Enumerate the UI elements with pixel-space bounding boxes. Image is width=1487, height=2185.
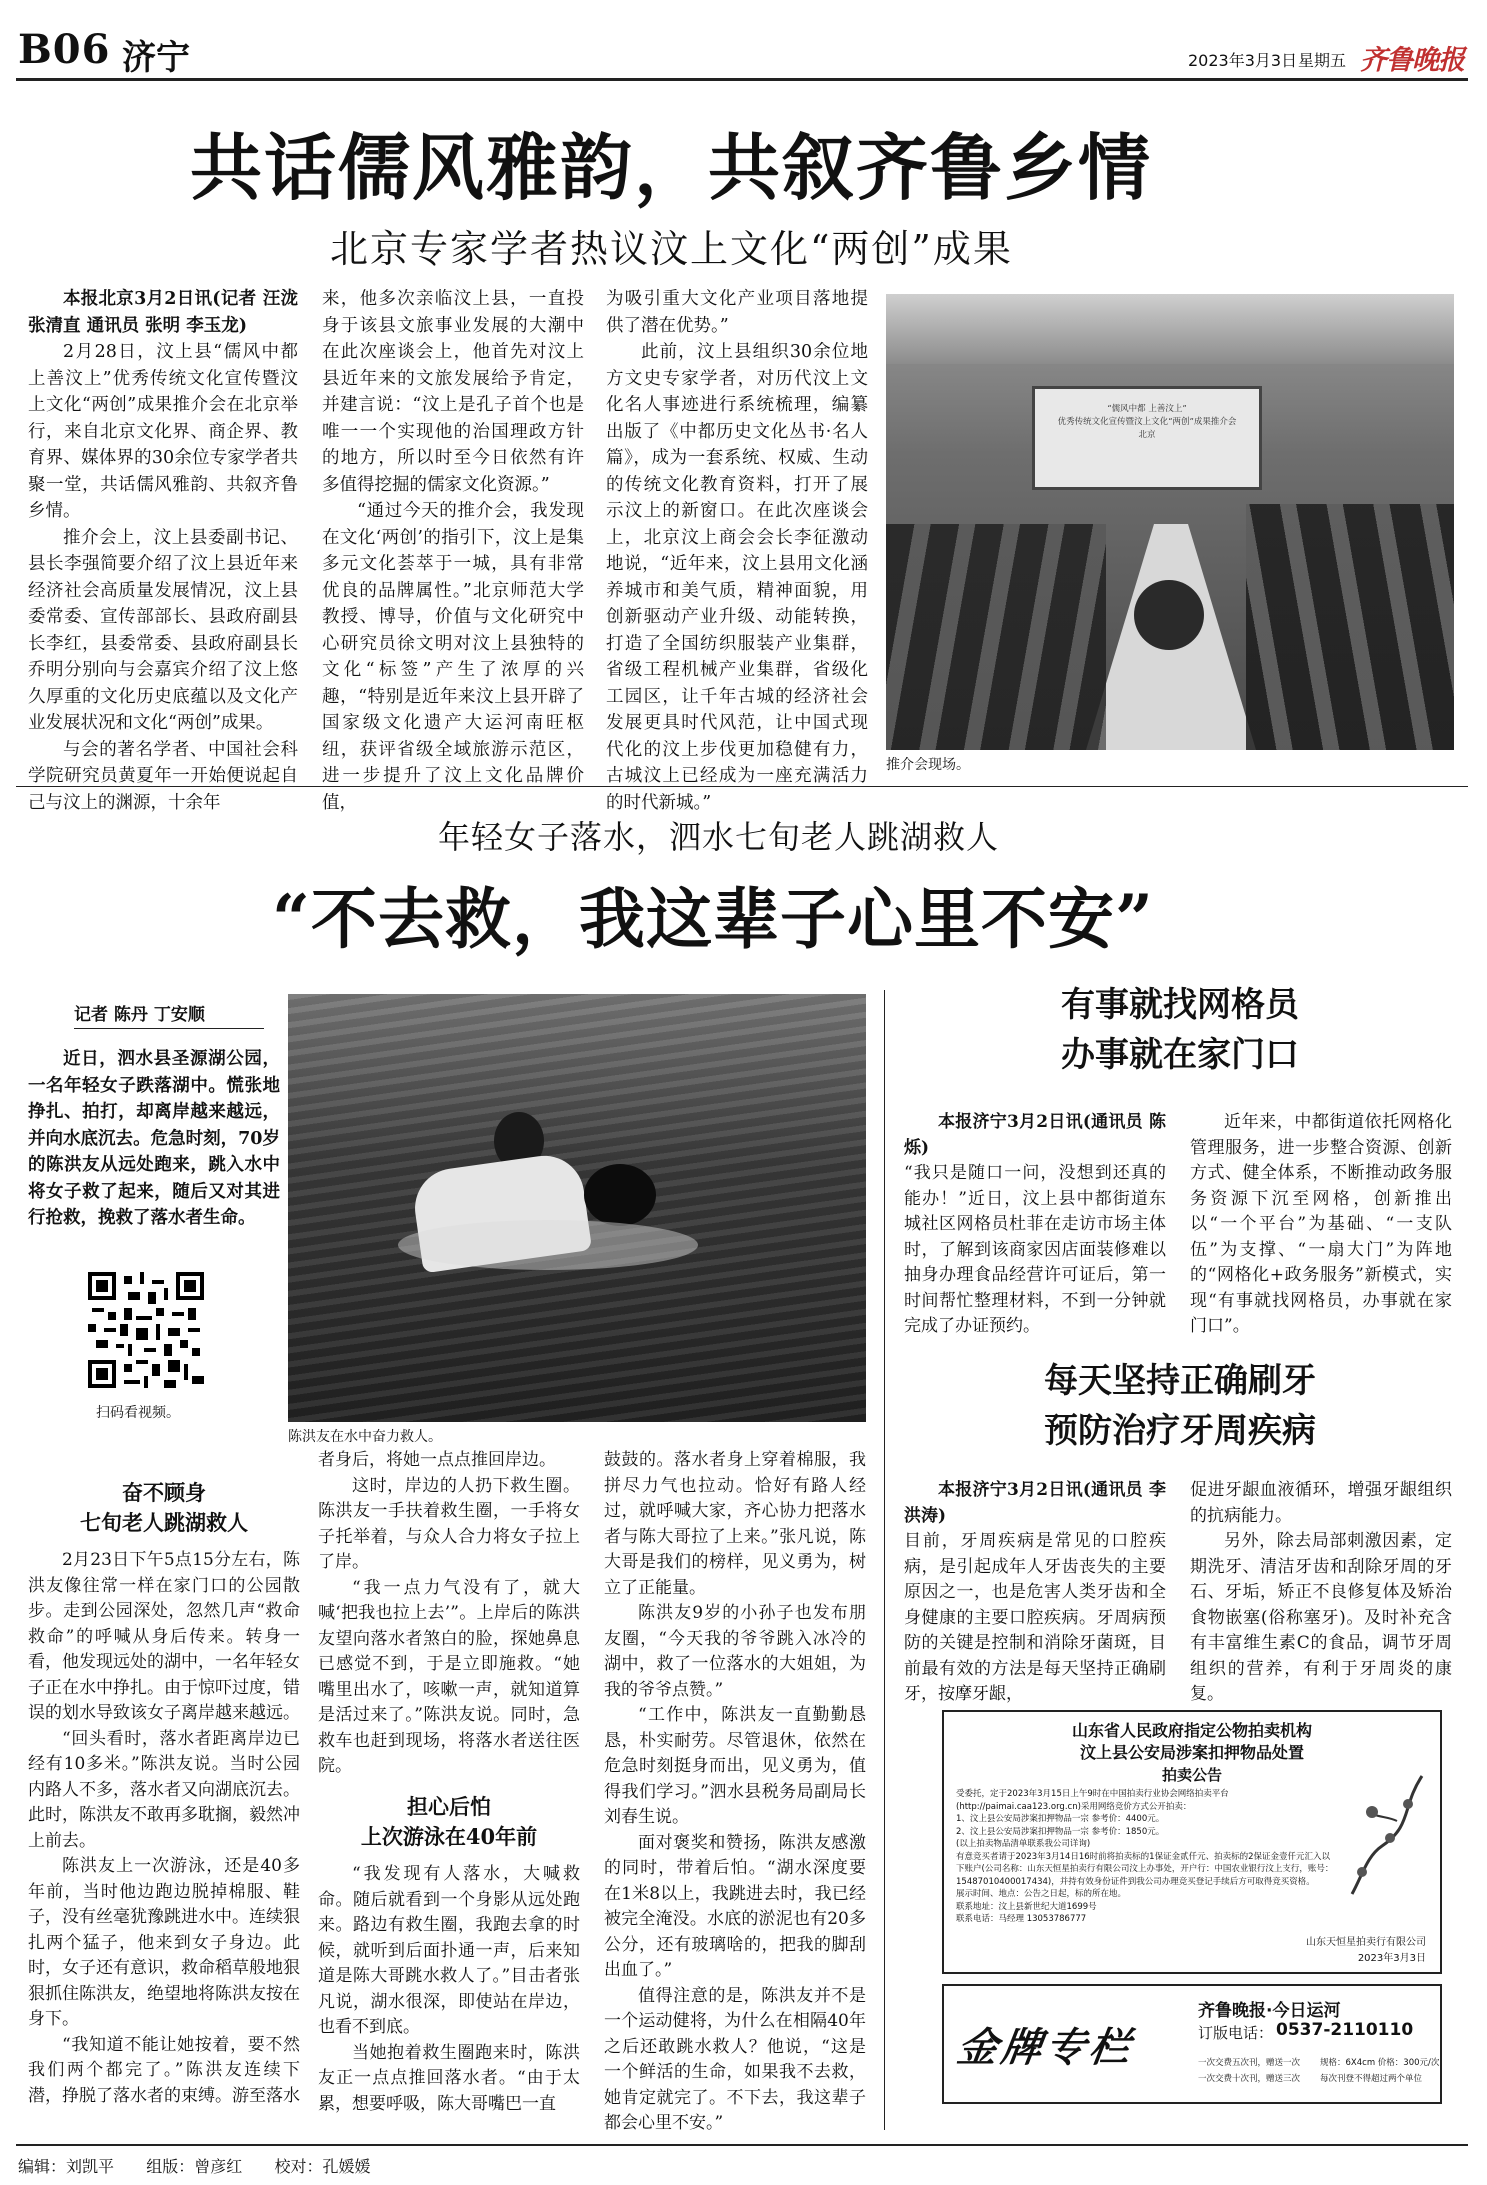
footer-rule — [16, 2144, 1468, 2146]
article2-paragraph: “我一点力气没有了，就大喊‘把我也拉上去’”。上岸后的陈洪友望向落水者煞白的脸，探她鼻息已感觉不到，于是立即施救。“她嘴里出水了，咳嗽一声，就知道算是活过来了。”陈洪友说。同时，急救车也赶到现场，将落水者送往医院。 — [318, 1577, 580, 1776]
article2-headline: “不去救，我这辈子心里不安” — [272, 880, 1154, 958]
article2-lead-text: 近日，泗水县圣源湖公园，一名年轻女子跌落湖中。慌张地挣扎、拍打，却离岸越来越远，并向水底沉去。危急时刻，70岁的陈洪友从远处跑来，跳入水中将女子救了起来，随后又对其进行抢救，挽救了落水者生命。 — [28, 1049, 280, 1228]
article4-paragraph: 另外，除去局部刺激因素，定期洗牙、清洁牙齿和刮除牙周的牙石、牙垢，矫正不良修复体及矫治食物嵌塞(俗称塞牙)。及时补充含有丰富维生素C的食品，调节牙周组织的营养，有利于牙周炎的康复。 — [1190, 1531, 1452, 1704]
article2-column-2a — [318, 1448, 580, 1788]
masthead-rule — [16, 78, 1468, 81]
gold-phone: 0537-2110110 — [1276, 2020, 1414, 2040]
article1-paragraph: “通过今天的推介会，我发现在文化‘两创’的指引下，汶上是集多元文化荟萃于一城，具有非常优良的品牌属性。”北京师范大学教授、博导，价值与文化研究中心研究员徐文明对汶上县独特的文化“标签”产生了浓厚的兴趣，“特别是近年来汶上县开辟了国家级文化遗产大运河南旺枢纽，获评省级全域旅游示范区，进一步提升了汶上文化品牌价值， — [322, 501, 584, 813]
article1-subheadline: 北京专家学者热议汶上文化“两创”成果 — [330, 227, 1013, 271]
article4-column-2 — [1190, 1478, 1452, 1704]
meeting-flowers — [1134, 580, 1204, 650]
article2-paragraph: 值得注意的是，陈洪友并不是一个运动健将，为什么在相隔40年之后还敢跳水救人？他说，“这是一个鲜活的生命，如果我不去救，她肯定就完了。不下去，我这辈子都会心里不安。” — [604, 1985, 866, 2133]
plum-blossom-icon — [1342, 1776, 1432, 1896]
proof-label: 校对： — [274, 2157, 323, 2176]
article1-column-2 — [322, 286, 584, 826]
gold-note-right-2: 每次刊登不得超过两个单位 — [1320, 2074, 1423, 2084]
editor-name: 刘凯平 — [66, 2157, 115, 2176]
article2-byline: 记者 陈丹 丁安顺 — [74, 1005, 205, 1025]
auction-sign-date: 2023年3月3日 — [1357, 1953, 1426, 1964]
footer-credits — [18, 2154, 370, 2177]
auction-title-2: 汶上县公安局涉案扣押物品处置 — [1079, 1743, 1304, 1762]
article3-column-1 — [904, 1110, 1166, 1350]
article4-headline-line-2: 预防治疗牙周疾病 — [1044, 1411, 1316, 1451]
article2-subhead-2 — [318, 1792, 580, 1852]
subhead-2-line-2: 上次游泳在40年前 — [360, 1824, 538, 1849]
gold-note-left-2: 一次交费十次刊，赠送三次 — [1198, 2074, 1301, 2084]
article1-paragraph: 为吸引重大文化产业项目落地提供了潜在优势。” — [606, 289, 868, 336]
subhead-1-line-1: 奋不顾身 — [122, 1480, 206, 1505]
article1-byline: 本报北京3月2日讯(记者 汪泷 张清直 通讯员 张明 李玉龙) — [28, 289, 298, 336]
meeting-photo — [886, 294, 1454, 750]
gold-logo: 金牌专栏 — [954, 2024, 1137, 2071]
victim-head — [584, 1164, 656, 1226]
article3-headline-line-1: 有事就找网格员 — [1061, 985, 1299, 1025]
article4-headline — [900, 1356, 1460, 1456]
article1-column-3 — [606, 286, 868, 826]
article2-paragraph: 者身后，将她一点点推回岸边。 — [318, 1450, 556, 1470]
article2-column-2b — [318, 1862, 580, 2124]
auction-body-line: 联系地址：汶上县新世纪大道1699号 — [956, 1901, 1097, 1912]
issue-date: 2023年3月3日 — [1188, 51, 1298, 70]
auction-body-line: 受委托，定于2023年3月15日上午9时在中国拍卖行业协会网络拍卖平台(http://paimai.caa123.org.cn)采用网络竞价方式公开拍卖： — [956, 1789, 1229, 1812]
meeting-screen-text: “儒风中都 上善汶上” 优秀传统文化宣传暨汶上文化“两创”成果推介会 北京 — [1057, 404, 1237, 440]
meeting-screen — [1032, 386, 1262, 490]
rescue-photo — [288, 994, 866, 1422]
article1-paragraph: 推介会上，汶上县委副书记、县长李强简要介绍了汶上县近年来经济社会高质量发展情况，汶上县委常委、宣传部部长、县政府副县长李红，县委常委、县政府副县长乔明分别向与会嘉宾介绍了汶上悠久厚重的文化历史底蕴以及文化产业发展状况和文化“两创”成果。 — [28, 527, 298, 733]
subhead-1-line-2: 七旬老人跳湖救人 — [80, 1510, 248, 1535]
layout-label: 组版： — [146, 2157, 195, 2176]
article2-column-3 — [604, 1448, 866, 2133]
auction-body-line: 1、汶上县公安局涉案扣押物品一宗 参考价：4400元。 — [956, 1814, 1165, 1824]
article3-column-2 — [1190, 1110, 1452, 1350]
meeting-attendees-right — [1246, 504, 1454, 750]
article2-paragraph: “工作中，陈洪友一直勤勤恳恳，朴实耐劳。尽管退休，依然在危急时刻挺身而出，见义勇为，值得我们学习。”泗水县税务局副局长刘春生说。 — [604, 1705, 866, 1827]
page-number: B06 — [18, 26, 111, 73]
article2-paragraph: “我知道不能让她按着，要不然我们两个都完了。”陈洪友连续下潜，挣脱了落水者的束缚。游至落水 — [28, 2034, 300, 2106]
article1-column-1 — [28, 286, 298, 826]
article4-headline-line-1: 每天坚持正确刷牙 — [1044, 1361, 1316, 1401]
meeting-photo-caption: 推介会现场。 — [886, 757, 970, 773]
auction-signer: 山东天恒星拍卖行有限公司 — [1306, 1937, 1426, 1948]
column-divider — [884, 990, 885, 2130]
article3-paragraph: 近年来，中都街道依托网格化管理服务，进一步整合资源、创新方式、健全体系，不断推动政务服务资源下沉至网格，创新推出以“一个平台”为基础、“一支队伍”为支撑、“一扇大门”为阵地的“网格化+政务服务”新模式，实现“有事就找网格员，办事就在家门口”。 — [1190, 1112, 1452, 1336]
paper-logo: 齐鲁晚报 — [1360, 45, 1464, 76]
gold-column-ad — [942, 1984, 1442, 2104]
article2-column-1 — [28, 1548, 300, 2122]
gold-brand: 齐鲁晚报·今日运河 — [1198, 2001, 1341, 2021]
issue-weekday: 星期五 — [1298, 51, 1347, 70]
article1-headline: 共话儒风雅韵，共叙齐鲁乡情 — [190, 125, 1153, 210]
gold-note-left-1: 一次交费五次刊，赠送一次 — [1198, 2058, 1301, 2068]
foam-splash — [398, 1220, 698, 1270]
auction-body-line: 有意竞买者请于2023年3月14日16时前将拍卖标的1保证金贰仟元、拍卖标的2保证金壹仟元汇入以下账户(公司名称：山东天恒星拍卖行有限公司汶上办事处，开户行：中国农业银行汶上支行，账号：15487010400017434)，并持有效身份证件到我公司办理竞买登记手续后方可取得竞买资格。 — [956, 1851, 1334, 1887]
article2-lead — [28, 1046, 280, 1246]
auction-body-line: (以上拍卖物品清单联系我公司详询) — [956, 1839, 1091, 1849]
auction-body-line: 展示时间、地点：公告之日起，标的所在地。 — [956, 1889, 1127, 1899]
article3-headline-line-2: 办事就在家门口 — [1061, 1035, 1299, 1075]
article1-paragraph: 此前，汶上县组织30余位地方文史专家学者，对历代汶上文化名人事迹进行系统梳理，编纂出版了《中都历史文化丛书·名人篇》，成为一套系统、权威、生动的传统文化教育资料，打开了展示汶上的新窗口。在此次座谈会上，北京汶上商会会长李征激动地说，“近年来，汶上县用文化涵养城市和美气质，精神面貌，用创新驱动产业升级、动能转换，打造了全国纺织服装产业集群，省级工程机械产业集群，省级化工园区，让千年古城的经济社会发展更具时代风范，让中国式现代化的汶上步伐更加稳健有力，古城汶上已经成为一座充满活力的时代新城。” — [606, 342, 868, 813]
article2-paragraph: 当她抱着救生圈跑来时，陈洪友正一点点推回落水者。“由于太累，想要呼吸，陈大哥嘴巴一直 — [318, 2042, 580, 2114]
article2-paragraph: 陈洪友上一次游泳，还是40多年前，当时他边跑边脱掉棉服、鞋子，没有丝毫犹豫跳进水中。连续狠扎两个猛子，他来到女子身边。此时，女子还有意识，救命稻草般地狠狠抓住陈洪友，绝望地将陈洪友按在身下。 — [28, 1856, 300, 2029]
article2-paragraph: 2月23日下午5点15分左右，陈洪友像往常一样在家门口的公园散步。走到公园深处，忽然几声“救命 救命”的呼喊从身后传来。转身一看，他发现远处的湖中，一名年轻女子正在水中挣扎。由于惊吓过度，错误的划水导致该女子离岸越来越远。 — [28, 1550, 300, 1723]
editor-label: 编辑： — [18, 2157, 67, 2176]
meeting-attendees-left — [886, 524, 1106, 750]
layout-name: 曾彦红 — [194, 2157, 243, 2176]
article2-paragraph: 面对褒奖和赞扬，陈洪友感激的同时，带着后怕。“湖水深度要在1米8以上，我跳进去时，我已经被完全淹没。水底的淤泥也有20多公分，还有玻璃啥的，把我的脚刮出血了。” — [604, 1832, 866, 1980]
proof-name: 孔媛媛 — [322, 2157, 371, 2176]
article4-byline: 本报济宁3月2日讯(通讯员 李洪涛) — [904, 1480, 1166, 1526]
article2-subhead-1 — [28, 1478, 300, 1538]
byline-underline — [74, 1028, 264, 1029]
gold-phone-label: 订版电话： — [1198, 2024, 1274, 2042]
article2-paragraph: “回头看时，落水者距离岸边已经有10多米。”陈洪友说。当时公园内路人不多，落水者又向湖底沉去。此时，陈洪友不敢再多耽搁，毅然冲上前去。 — [28, 1728, 300, 1851]
article1-bottom-rule — [16, 786, 1468, 787]
rescue-photo-caption: 陈洪友在水中奋力救人。 — [288, 1429, 442, 1445]
auction-title-1: 山东省人民政府指定公物拍卖机构 — [1071, 1721, 1312, 1740]
article4-column-1 — [904, 1478, 1166, 1704]
section-name: 济宁 — [122, 38, 190, 78]
article4-paragraph: 促进牙龈血液循环，增强牙龈组织的抗病能力。 — [1190, 1480, 1452, 1526]
meeting-ceiling — [886, 294, 1454, 364]
article2-paragraph: 陈洪友9岁的小孙子也发布朋友圈，“今天我的爷爷跳入冰冷的湖中，救了一位落水的大姐姐，为我的爷爷点赞。” — [604, 1603, 866, 1700]
article3-headline — [900, 980, 1460, 1080]
auction-body — [956, 1788, 1336, 1926]
masthead — [0, 0, 1487, 80]
qr-caption: 扫码看视频。 — [96, 1405, 180, 1421]
article3-paragraph: “我只是随口一问，没想到还真的能办！”近日，汶上县中都街道东城社区网格员杜菲在走访市场主体时，了解到该商家因店面装修难以抽身办理食品经营许可证后，第一时间帮忙整理材料，不到一分钟就完成了办证预约。 — [904, 1163, 1166, 1336]
article2-paragraph: 鼓鼓的。落水者身上穿着棉服，我拼尽力气也拉动。恰好有路人经过，就呼喊大家，齐心协力把落水者与陈大哥拉了上来。”张凡说，陈大哥是我们的榜样，见义勇为，树立了正能量。 — [604, 1450, 866, 1598]
subhead-2-line-1: 担心后怕 — [407, 1794, 491, 1819]
article3-byline: 本报济宁3月2日讯(通讯员 陈烁) — [904, 1112, 1166, 1158]
article4-paragraph: 目前，牙周疾病是常见的口腔疾病，是引起成年人牙齿丧失的主要原因之一，也是危害人类牙齿和全身健康的主要口腔疾病。牙周病预防的关键是控制和消除牙菌斑，目前最有效的方法是每天坚持正确刷牙，按摩牙龈， — [904, 1531, 1166, 1704]
article2-kicker: 年轻女子落水，泗水七旬老人跳湖救人 — [438, 818, 1000, 856]
article2-paragraph: 这时，岸边的人扔下救生圈。陈洪友一手扶着救生圈，一手将女子托举着，与众人合力将女子拉上了岸。 — [318, 1475, 580, 1572]
auction-body-line: 联系电话：马经理 13053786777 — [956, 1914, 1087, 1924]
auction-title-3: 拍卖公告 — [1161, 1766, 1222, 1784]
gold-note-right-1: 规格：6X4cm 价格：300元/次 — [1320, 2058, 1440, 2068]
article1-paragraph: 与会的著名学者、中国社会科学院研究员黄夏年一开始便说起自己与汶上的渊源，十余年 — [28, 739, 298, 813]
auction-body-line: 2、汶上县公安局涉案扣押物品一宗 参考价：1850元。 — [956, 1826, 1165, 1837]
article1-paragraph: 2月28日，汶上县“儒风中都 上善汶上”优秀传统文化宣传暨汶上文化“两创”成果推介会在北京举行，来自北京文化界、商企界、教育界、媒体界的30余位专家学者共聚一堂，共话儒风雅韵、共叙齐鲁乡情。 — [28, 342, 298, 521]
qr-code-icon[interactable] — [88, 1272, 204, 1388]
article1-paragraph: 来，他多次亲临汶上县，一直投身于该县文旅事业发展的大潮中在此次座谈会上，他首先对汶上县近年来的文旅发展给予肯定，并建言说：“汶上是孔子首个也是唯一一个实现他的治国理政方针的地方，所以时至今日依然有许多值得挖掘的儒家文化资源。” — [322, 289, 584, 495]
article2-paragraph: “我发现有人落水，大喊救命。随后就看到一个身影从远处跑来。路边有救生圈，我跑去拿的时候，就听到后面扑通一声，后来知道是陈大哥跳水救人了。”目击者张凡说，湖水很深，即使站在岸边，也看不到底。 — [318, 1864, 580, 2037]
auction-ad — [942, 1710, 1442, 1974]
